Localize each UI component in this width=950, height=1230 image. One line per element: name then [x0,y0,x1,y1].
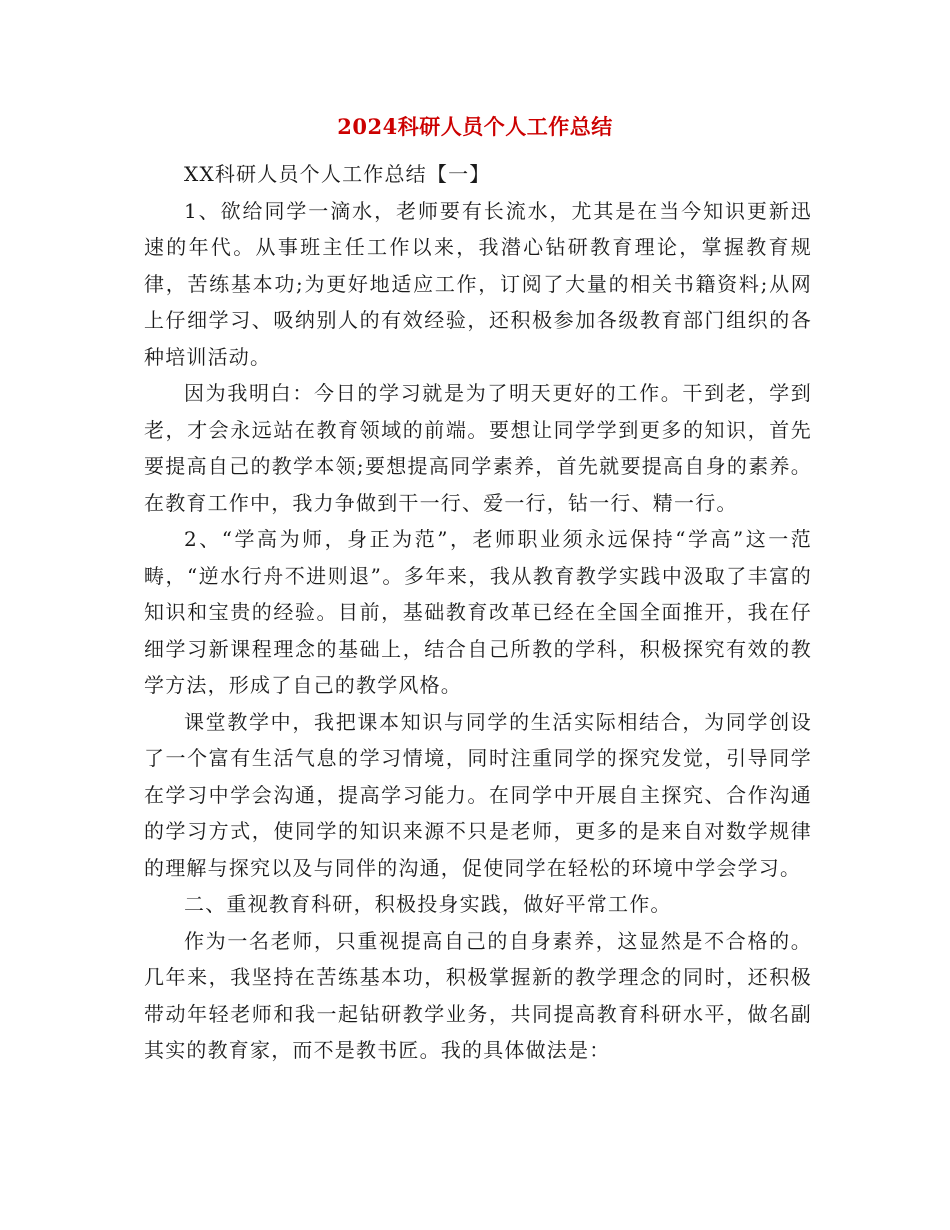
paragraph-1: 1、欲给同学一滴水，老师要有长流水，尤其是在当今知识更新迅速的年代。从事班主任工作以来，我潜心钻研教育理论，掌握教育规律，苦练基本功;为更好地适应工作，订阅了大量的相关书籍资料;从网上仔细学习、吸纳别人的有效经验，还积极参加各级教育部门组织的各种培训活动。 [144,198,812,369]
document-body [144,156,812,1069]
paragraph-4: 课堂教学中，我把课本知识与同学的生活实际相结合，为同学创设了一个富有生活气息的学习情境，同时注重同学的探究发觉，引导同学在学习中学会沟通，提高学习能力。在同学中开展自主探究、合作沟通的学习方式，使同学的知识来源不只是老师，更多的是来自对数学规律的理解与探究以及与同伴的沟通，促使同学在轻松的环境中学会学习。 [144,709,812,880]
paragraph-3: 2、“学高为师，身正为范”，老师职业须永远保持“学高”这一范畴，“逆水行舟不进则退”。多年来，我从教育教学实践中汲取了丰富的知识和宝贵的经验。目前，基础教育改革已经在全国全面推开，我在仔细学习新课程理念的基础上，结合自己所教的学科，积极探究有效的教学方法，形成了自己的教学风格。 [144,527,812,697]
paragraph-2: 因为我明白：今日的学习就是为了明天更好的工作。干到老，学到老，才会永远站在教育领域的前端。要想让同学学到更多的知识，首先要提高自己的教学本领;要想提高同学素养，首先就要提高自身的素养。在教育工作中，我力争做到干一行、爱一行，钻一行、精一行。 [144,381,812,515]
paragraph-6: 作为一名老师，只重视提高自己的自身素养，这显然是不合格的。几年来，我坚持在苦练基本功，积极掌握新的教学理念的同时，还积极带动年轻老师和我一起钻研教学业务，共同提高教育科研水平，做名副其实的教育家，而不是教书匠。我的具体做法是： [144,928,812,1062]
paragraph-5: 二、重视教育科研，积极投身实践，做好平常工作。 [184,892,672,916]
document-title: 2024科研人员个人工作总结 [337,114,613,139]
section-heading: XX科研人员个人工作总结【一】 [184,162,491,186]
